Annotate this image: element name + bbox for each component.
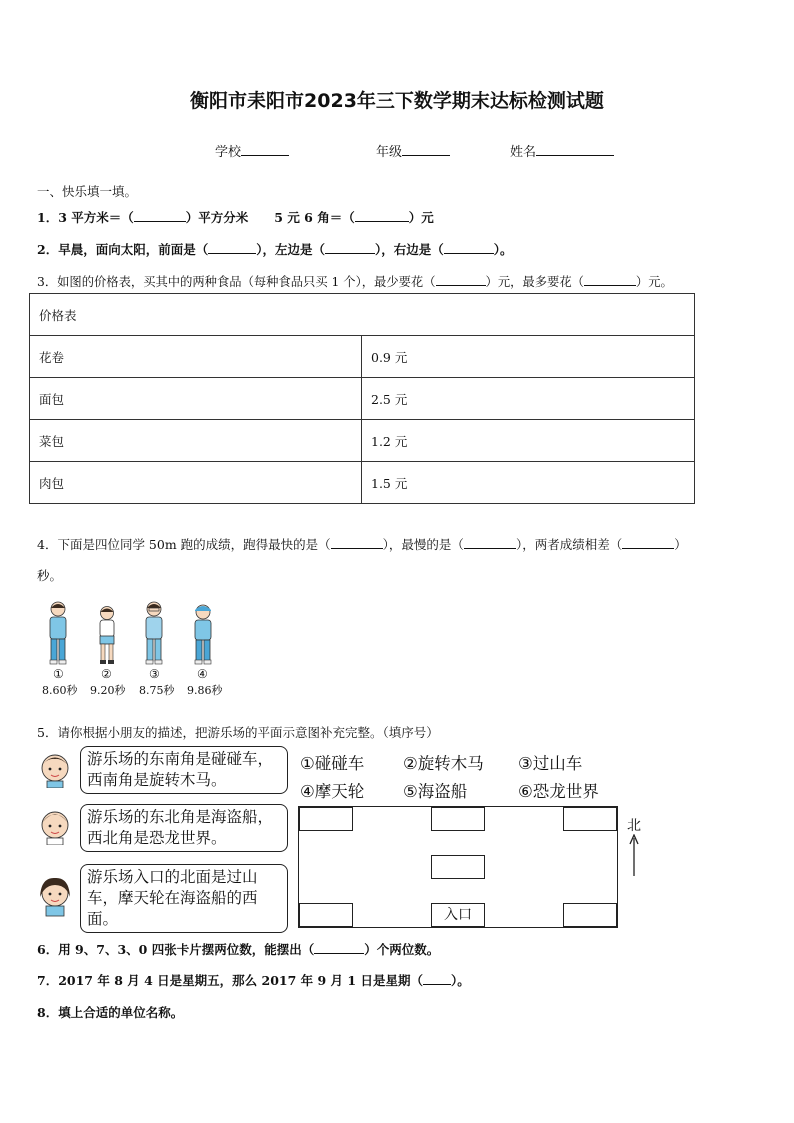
question-3: 3．如图的价格表，买其中的两种食品（每种食品只买 1 个），最少要花（ ）元，最多要花（ ）元。	[37, 275, 673, 289]
option-5: ⑤海盗船	[403, 782, 468, 801]
blank[interactable]	[622, 536, 674, 549]
blank[interactable]	[134, 209, 186, 222]
speech-bubble-2: 游乐场的东北角是海盗船，西北角是恐龙世界。	[80, 804, 288, 852]
option-3: ③过山车	[518, 754, 583, 773]
blank[interactable]	[444, 241, 494, 254]
question-4-unit: 秒。	[37, 568, 63, 583]
blank[interactable]	[331, 536, 383, 549]
blank[interactable]	[314, 941, 364, 954]
map-entrance: 入口	[431, 903, 485, 927]
runner-1-illustration	[44, 600, 72, 666]
map-slot-northeast[interactable]	[563, 807, 617, 831]
runner-3-number: ③	[149, 667, 160, 681]
runner-4-number: ④	[197, 667, 208, 681]
question-1: 1．3 平方米＝（ ）平方分米 5 元 6 角＝（ ）元	[37, 210, 434, 225]
question-5: 5．请你根据小朋友的描述，把游乐场的平面示意图补充完整。（填序号）	[37, 725, 439, 740]
runner-3-illustration	[140, 600, 168, 666]
option-2: ②旋转木马	[403, 754, 484, 773]
table-row: 菜包 1.2 元	[30, 420, 695, 462]
question-4: 4．下面是四位同学 50m 跑的成绩，跑得最快的是（ ），最慢的是（ ），两者成绩相差（ ）	[37, 537, 687, 552]
map-slot-center[interactable]	[431, 855, 485, 879]
blank[interactable]	[355, 209, 409, 222]
runner-2-number: ②	[101, 667, 112, 681]
blank[interactable]	[325, 241, 375, 254]
blank[interactable]	[436, 273, 486, 286]
table-row: 肉包 1.5 元	[30, 462, 695, 504]
kid-face-2-icon	[37, 805, 73, 845]
section-heading: 一、快乐填一填。	[37, 184, 138, 199]
school-field[interactable]: 学校	[215, 141, 289, 160]
speech-bubble-1: 游乐场的东南角是碰碰车，西南角是旋转木马。	[80, 746, 288, 794]
option-4: ④摩天轮	[300, 782, 365, 801]
question-7: 7．2017 年 8 月 4 日是星期五，那么 2017 年 9 月 1 日是星期（ ）。	[37, 973, 470, 988]
runner-4-time: 9.86秒	[187, 684, 223, 697]
runner-2-time: 9.20秒	[90, 684, 126, 697]
runner-4-illustration	[189, 603, 217, 666]
option-6: ⑥恐龙世界	[518, 782, 599, 801]
kid-face-1-icon	[37, 748, 73, 788]
question-2: 2．早晨，面向太阳，前面是（ ），左边是（ ），右边是（ ）。	[37, 242, 513, 257]
price-table-header: 价格表	[30, 294, 695, 336]
page-title: 衡阳市耒阳市2023年三下数学期末达标检测试题	[190, 90, 604, 112]
question-6: 6．用 9、7、3、0 四张卡片摆两位数，能摆出（ ）个两位数。	[37, 942, 440, 957]
blank[interactable]	[208, 241, 256, 254]
map-slot-southeast[interactable]	[563, 903, 617, 927]
park-map	[298, 806, 618, 928]
north-label: 北	[627, 818, 641, 834]
runner-1-number: ①	[53, 667, 64, 681]
speech-bubble-3: 游乐场入口的北面是过山车，摩天轮在海盗船的西面。	[80, 864, 288, 933]
question-8: 8．填上合适的单位名称。	[37, 1005, 184, 1020]
map-slot-north-center[interactable]	[431, 807, 485, 831]
map-slot-southwest[interactable]	[299, 903, 353, 927]
north-arrow-icon	[628, 834, 640, 878]
price-table	[29, 293, 695, 504]
runner-1-time: 8.60秒	[42, 684, 78, 697]
name-field[interactable]: 姓名	[510, 141, 614, 160]
map-slot-northwest[interactable]	[299, 807, 353, 831]
option-1: ①碰碰车	[300, 754, 365, 773]
blank[interactable]	[464, 536, 516, 549]
grade-field[interactable]: 年级	[376, 141, 450, 160]
blank[interactable]	[423, 972, 451, 985]
table-row: 面包 2.5 元	[30, 378, 695, 420]
table-row: 花卷 0.9 元	[30, 336, 695, 378]
kid-face-3-icon	[37, 873, 73, 917]
runner-3-time: 8.75秒	[139, 684, 175, 697]
runner-2-illustration	[94, 605, 120, 666]
blank[interactable]	[584, 273, 636, 286]
